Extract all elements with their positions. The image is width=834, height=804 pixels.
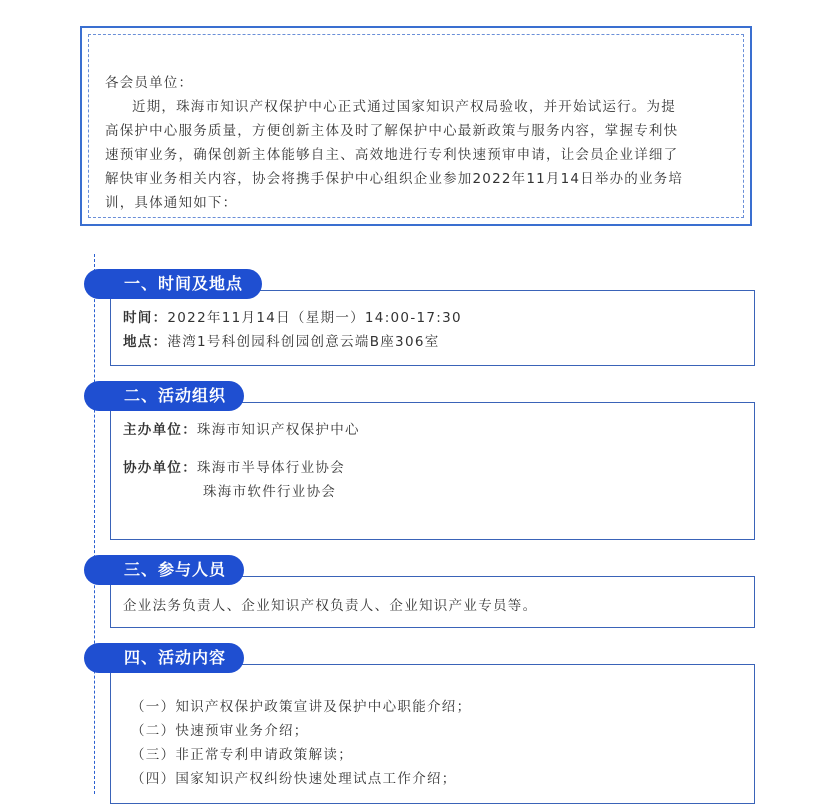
time-value: 2022年11月14日（星期一）14:00-17:30 [167, 310, 462, 326]
section3-title: 三、参与人员 [84, 555, 244, 585]
intro-line-3: 速预审业务，确保创新主体能够自主、高效地进行专利快速预审申请，让会员企业详细了 [105, 147, 679, 163]
section1-place-row [123, 330, 440, 350]
co-host-row [123, 456, 345, 476]
timeline-dashed-line [94, 254, 95, 794]
co-host-value-2: 珠海市软件行业协会 [203, 484, 337, 500]
place-value: 港湾1号科创园科创园创意云端B座306室 [167, 334, 440, 350]
activity-item-3: （三）非正常专利申请政策解读； [131, 747, 353, 763]
place-label: 地点： [123, 334, 168, 350]
co-host-value-1: 珠海市半导体行业协会 [197, 460, 345, 476]
section1-box [110, 290, 755, 366]
intro-salutation: 各会员单位： [105, 75, 194, 91]
activity-item-1: （一）知识产权保护政策宣讲及保护中心职能介绍； [131, 699, 472, 715]
intro-line-1: 近期，珠海市知识产权保护中心正式通过国家知识产权局验收，并开始试运行。为提 [132, 99, 676, 115]
intro-text-box [88, 34, 744, 218]
time-label: 时间： [123, 310, 168, 326]
host-label: 主办单位： [123, 422, 197, 438]
section4-title: 四、活动内容 [84, 643, 244, 673]
activity-item-4: （四）国家知识产权纠纷快速处理试点工作介绍； [131, 771, 457, 787]
intro-line-2: 高保护中心服务质量，方便创新主体及时了解保护中心最新政策与服务内容，掌握专利快 [105, 123, 679, 139]
section1-time-row [123, 306, 462, 326]
intro-line-4: 解快审业务相关内容，协会将携手保护中心组织企业参加2022年11月14日举办的业务培 [105, 171, 684, 187]
participants-text: 企业法务负责人、企业知识产权负责人、企业知识产业专员等。 [123, 598, 538, 614]
co-host-label: 协办单位： [123, 460, 197, 476]
intro-line-5: 训，具体通知如下： [105, 195, 238, 211]
host-row [123, 418, 360, 438]
section4-box [110, 664, 755, 804]
intro-frame [80, 26, 752, 226]
activity-item-2: （二）快速预审业务介绍； [131, 723, 309, 739]
section1-title: 一、时间及地点 [84, 269, 262, 299]
host-value: 珠海市知识产权保护中心 [197, 422, 360, 438]
section2-box [110, 402, 755, 540]
section2-title: 二、活动组织 [84, 381, 244, 411]
